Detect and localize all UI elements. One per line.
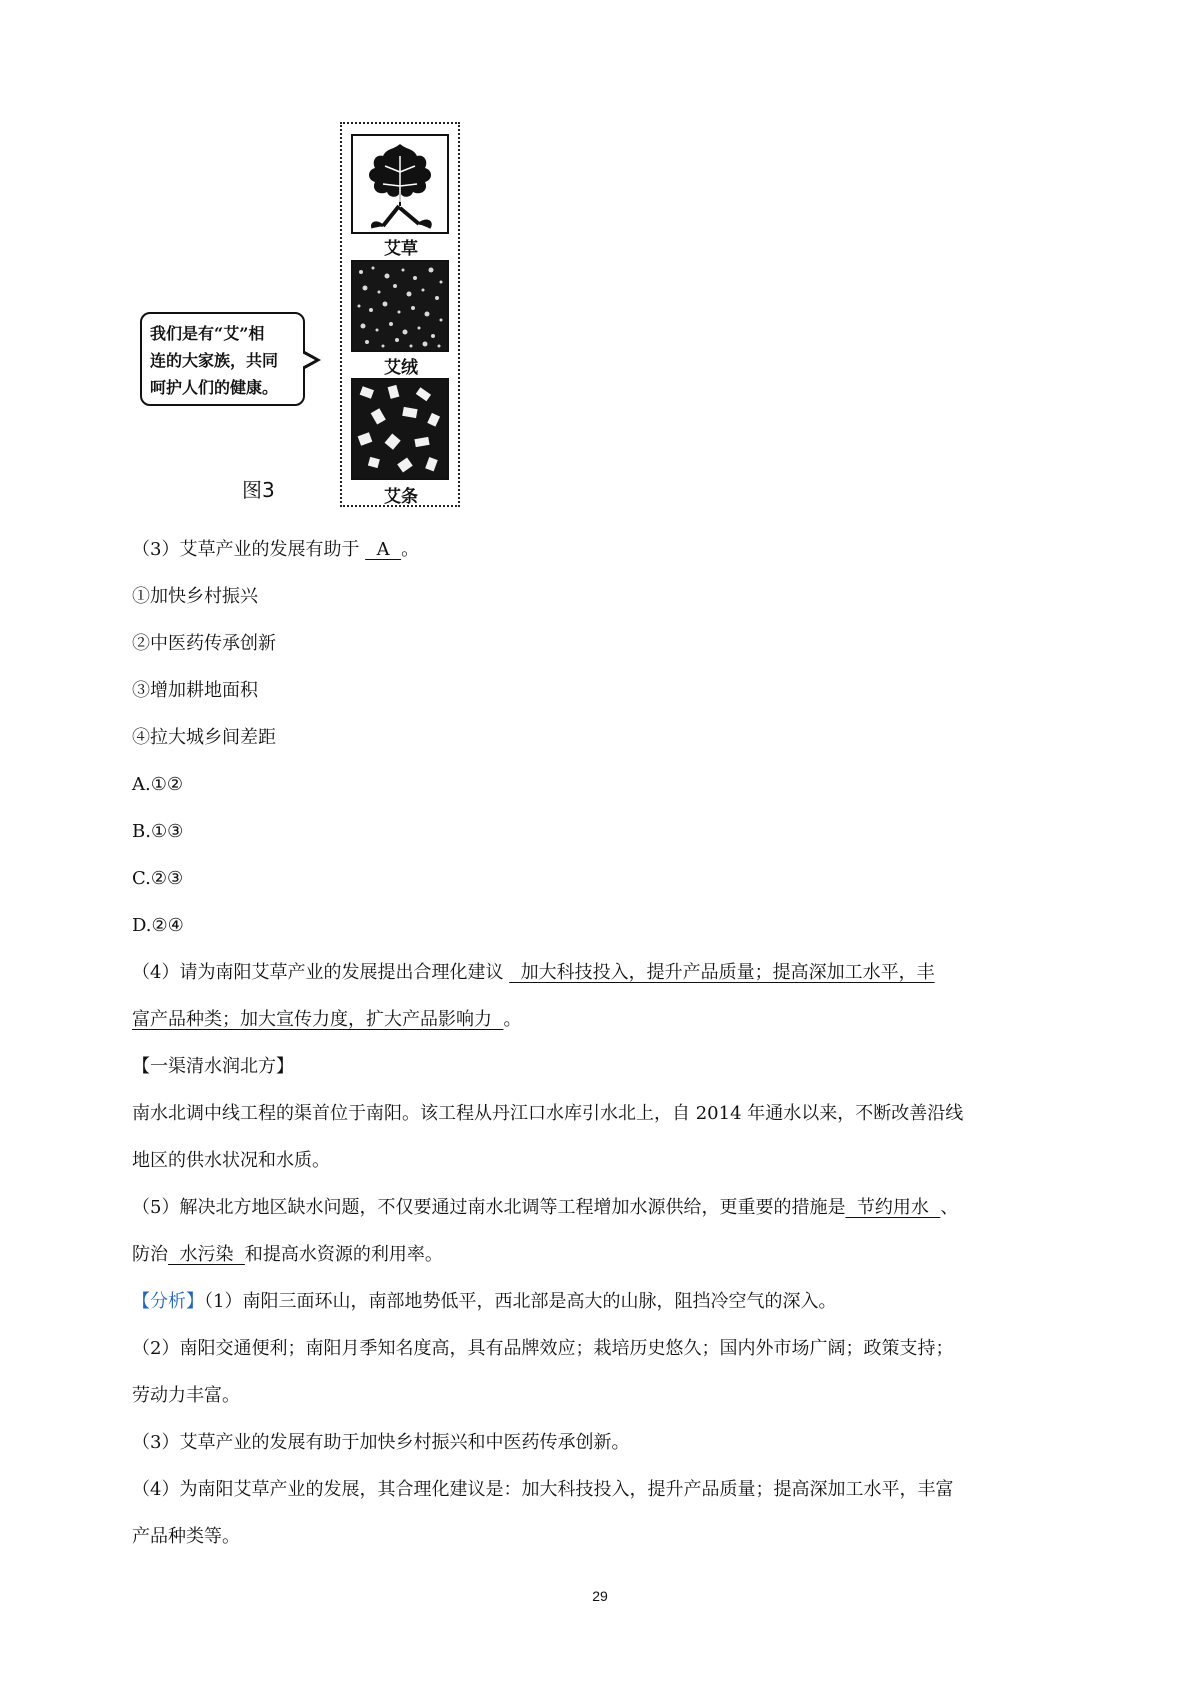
figure-3 <box>130 122 470 517</box>
analysis-p1: 【分析】（1）南阳三面环山，南部地势低平，西北部是高大的山脉，阻挡冷空气的深入。 <box>132 1291 837 1312</box>
answer-blank-q3: A <box>365 539 402 560</box>
bubble-line-2: 连的大家族，共同 <box>150 351 279 370</box>
bubble-line-3: 呵护人们的健康。 <box>150 378 279 397</box>
option-c: C.②③ <box>132 868 184 889</box>
moxa-stick-image <box>351 378 449 480</box>
question-5-cont: 防治 水污染 和提高水资源的利用率。 <box>132 1244 443 1265</box>
statement-2: ②中医药传承创新 <box>132 633 276 654</box>
analysis-p2-line-1: （2）南阳交通便利；南阳月季知名度高，具有品牌效应；栽培历史悠久；国内外市场广阔；政策支持； <box>132 1338 954 1359</box>
statement-3: ③增加耕地面积 <box>132 680 258 701</box>
panel-column <box>340 122 460 507</box>
moxa-wool-texture <box>353 262 447 350</box>
section-paragraph-line-2: 地区的供水状况和水质。 <box>132 1150 330 1171</box>
leaf-icon <box>353 136 447 232</box>
mugwort-leaf-image <box>351 134 449 234</box>
question-5: （5）解决北方地区缺水问题，不仅要通过南水北调等工程增加水源供给，更重要的措施是 节约用水 、 <box>132 1197 959 1218</box>
speech-bubble <box>140 312 305 406</box>
figure-caption: 图3 <box>242 478 275 502</box>
option-b: B.①③ <box>132 821 184 842</box>
option-d: D.②④ <box>132 915 184 936</box>
analysis-label: 【分析】 <box>132 1291 204 1312</box>
section-paragraph-line-1: 南水北调中线工程的渠首位于南阳。该工程从丹江口水库引水北上，自 2014 年通水以来，不断改善沿线 <box>132 1103 964 1124</box>
statement-4: ④拉大城乡间差距 <box>132 727 276 748</box>
statement-1: ①加快乡村振兴 <box>132 586 258 607</box>
analysis-p4-line-1: （4）为南阳艾草产业的发展，其合理化建议是：加大科技投入，提升产品质量；提高深加工水平，丰富 <box>132 1479 954 1500</box>
analysis-p4-line-2: 产品种类等。 <box>132 1526 240 1547</box>
analysis-p2-line-2: 劳动力丰富。 <box>132 1385 240 1406</box>
question-4-cont: 富产品种类；加大宣传力度，扩大产品影响力 。 <box>132 1009 522 1030</box>
panel-label-moxa-wool: 艾绒 <box>384 358 418 378</box>
moxa-wool-image <box>351 260 449 352</box>
answer-blank-q4-line1: 加大科技投入，提升产品质量；提高深加工水平，丰 <box>509 962 935 983</box>
section-heading: 【一渠清水润北方】 <box>132 1056 294 1077</box>
answer-blank-q4-line2: 富产品种类；加大宣传力度，扩大产品影响力 <box>132 1009 504 1030</box>
page-number: 29 <box>592 1588 608 1604</box>
analysis-p3: （3）艾草产业的发展有助于加快乡村振兴和中医药传承创新。 <box>132 1432 630 1453</box>
question-3: （3）艾草产业的发展有助于 A 。 <box>132 539 420 560</box>
bubble-line-1: 我们是有“艾”相 <box>150 324 265 343</box>
question-4: （4）请为南阳艾草产业的发展提出合理化建议 加大科技投入，提升产品质量；提高深加工水平，丰 <box>132 962 935 983</box>
answer-blank-q5-1: 节约用水 <box>845 1197 941 1218</box>
answer-blank-q5-2: 水污染 <box>168 1244 245 1265</box>
panel-label-moxa-stick: 艾条 <box>384 487 418 507</box>
option-a: A.①② <box>132 774 183 795</box>
panel-label-mugwort: 艾草 <box>384 239 418 259</box>
moxa-stick-texture <box>353 380 447 478</box>
